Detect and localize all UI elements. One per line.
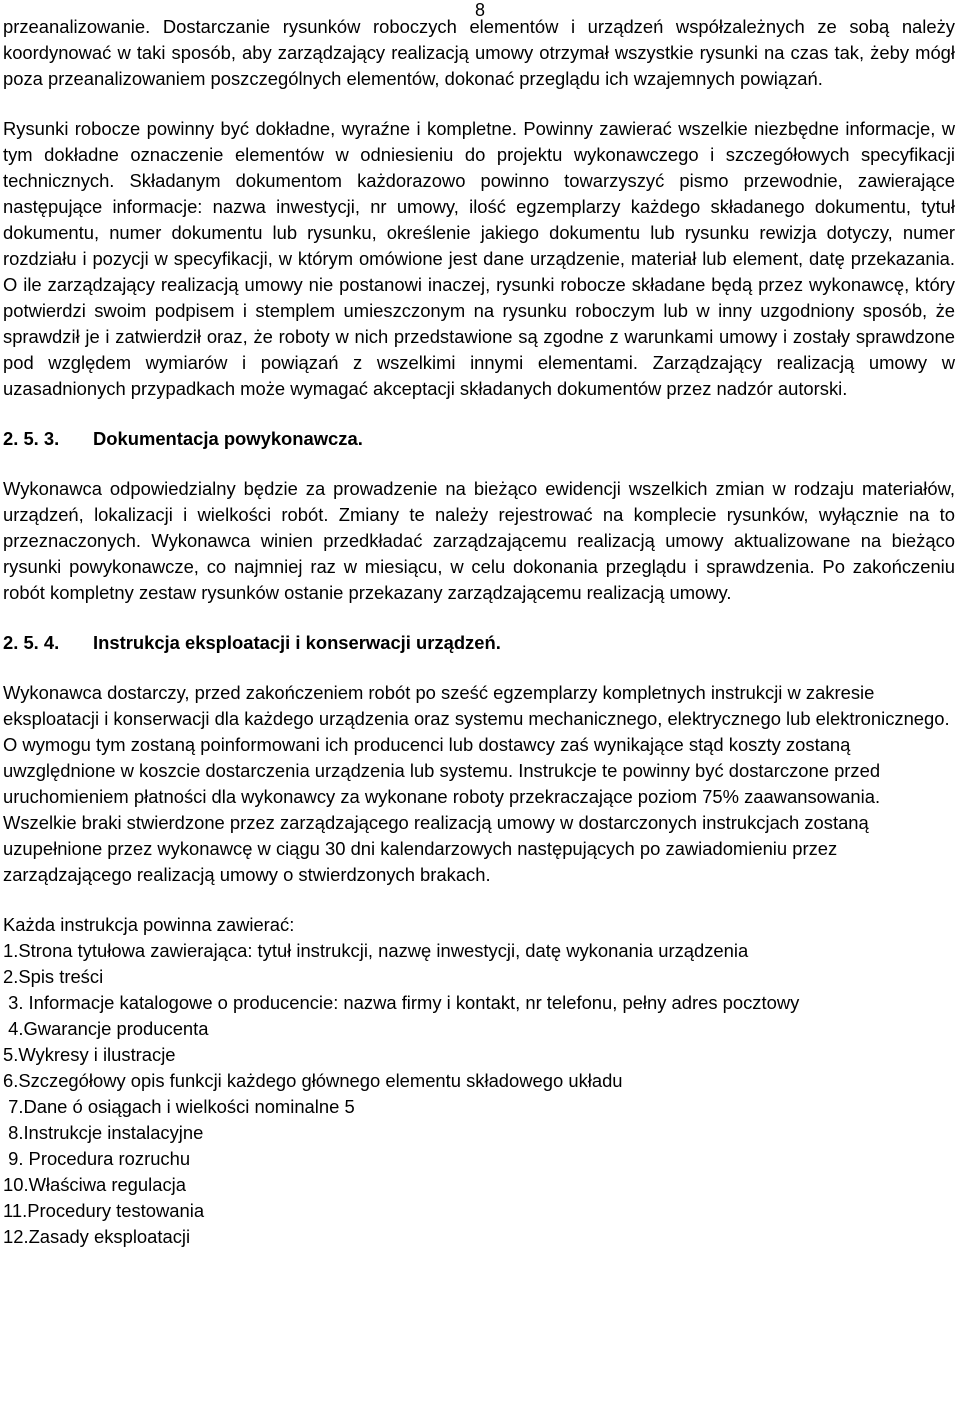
list-item: 11.Procedury testowania xyxy=(3,1200,205,1221)
section-title: Instrukcja eksploatacji i konserwacji urządzeń. xyxy=(93,632,501,653)
list-item: 3. Informacje katalogowe o producencie: nazwa firmy i kontakt, nr telefonu, pełny adres pocztowy xyxy=(3,992,800,1013)
document-body xyxy=(3,14,955,1250)
section-heading-as-built xyxy=(3,426,955,452)
list-item: 12.Zasady eksploatacji xyxy=(3,1226,191,1247)
paragraph-working-drawings: Rysunki robocze powinny być dokładne, wyraźne i kompletne. Powinny zawierać wszelkie niezbędne informacje, w tym dokładne oznaczenie elementów w odniesieniu do projektu wykonawczego i szczegółowych specyfikacji technicznych. Składanym dokumentom każdorazowo powinno towarzyszyć pismo przewodnie, zawierające następujące informacje: nazwa inwestycji, nr umowy, ilość egzemplarzy każdego składanego dokumentu, tytuł dokumentu, numer dokumentu lub rysunku, określenie jakiego dokumentu lub rysunku rewizja dotyczy, numer rozdziału i pozycji w specyfikacji, w którym omówione jest dane urządzenie, materiał lub element, datę przekazania. O ile zarządzający realizacją umowy nie postanowi inaczej, rysunki robocze składane będą przez wykonawcę, który potwierdzi swoim podpisem i stemplem umieszczonym na rysunku roboczym lub w inny uzgodniony sposób, że sprawdził je i zatwierdził oraz, że roboty w nich przedstawione są zgodne z warunkami umowy i zostały sprawdzone pod względem wymiarów i powiązań z wszelkimi innymi elementami. Zarządzający realizacją umowy w uzasadnionych przypadkach może wymagać akceptacji składanych dokumentów przez nadzór autorski. xyxy=(3,118,955,399)
list-intro: Każda instrukcja powinna zawierać: xyxy=(3,914,295,935)
list-item: 5.Wykresy i ilustracje xyxy=(3,1044,176,1065)
section-heading-operation-manual xyxy=(3,630,955,656)
section-title: Dokumentacja powykonawcza. xyxy=(93,428,363,449)
page-number: 8 xyxy=(474,0,485,20)
section-number: 2. 5. 4. xyxy=(3,632,60,653)
list-item: 2.Spis treści xyxy=(3,966,104,987)
paragraph-as-built-docs: Wykonawca odpowiedzialny będzie za prowadzenie na bieżąco ewidencji wszelkich zmian w rodzaju materiałów, urządzeń, lokalizacji i wielkości robót. Zmiany te należy rejestrować na komplecie rysunków, wyłącznie na to przeznaczonych. Wykonawca winien przedkładać zarządzającemu realizacją umowy aktualizowane na bieżąco rysunki powykonawcze, co najmniej raz w miesiącu, w celu dokonania przeglądu i sprawdzenia. Po zakończeniu robót kompletny zestaw rysunków ostanie przekazany zarządzającemu realizacją umowy. xyxy=(3,478,955,603)
list-item: 1.Strona tytułowa zawierająca: tytuł instrukcji, nazwę inwestycji, datę wykonania urządzenia xyxy=(3,940,749,961)
manual-contents-list xyxy=(3,938,955,1250)
list-item: 6.Szczegółowy opis funkcji każdego głównego elementu składowego układu xyxy=(3,1070,623,1091)
paragraph-drawings-coordination: przeanalizowanie. Dostarczanie rysunków roboczych elementów i urządzeń współzależnych ze sobą należy koordynować w taki sposób, aby zarządzający realizacją umowy otrzymał wszystkie rysunki na czas tak, żeby mógł poza przeanalizowaniem poszczególnych elementów, dokonać przeglądu ich wzajemnych powiązań. xyxy=(3,16,955,89)
list-item: 9. Procedura rozruchu xyxy=(3,1148,191,1169)
section-number: 2. 5. 3. xyxy=(3,428,60,449)
list-item: 4.Gwarancje producenta xyxy=(3,1018,209,1039)
list-item: 8.Instrukcje instalacyjne xyxy=(3,1122,204,1143)
list-item: 10.Właściwa regulacja xyxy=(3,1174,186,1195)
paragraph-operation-manual: Wykonawca dostarczy, przed zakończeniem robót po sześć egzemplarzy kompletnych instrukcji w zakresie eksploatacji i konserwacji dla każdego urządzenia oraz systemu mechanicznego, elektrycznego lub elektronicznego. O wymogu tym zostaną poinformowani ich producenci lub dostawcy zaś wynikające stąd koszty zostaną uwzględnione w koszcie dostarczenia urządzenia lub systemu. Instrukcje te powinny być dostarczone przed uruchomieniem płatności dla wykonawcy za wykonane roboty przekraczające poziom 75% zaawansowania. Wszelkie braki stwierdzone przez zarządzającego realizacją umowy w dostarczonych instrukcjach zostaną uzupełnione przez wykonawcę w ciągu 30 dni kalendarzowych następujących po zawiadomieniu przez zarządzającego realizacją umowy o stwierdzonych brakach. xyxy=(3,682,950,885)
list-item: 7.Dane ó osiągach i wielkości nominalne 5 xyxy=(3,1096,355,1117)
